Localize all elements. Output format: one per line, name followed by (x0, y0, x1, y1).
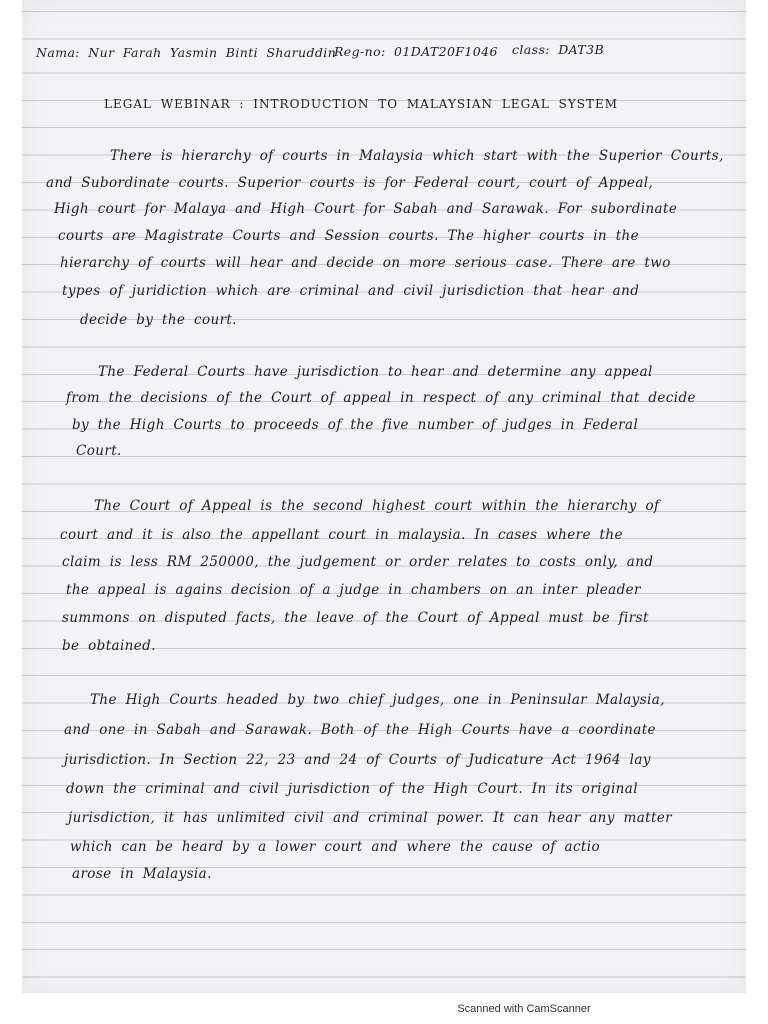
paragraph-line: by the High Courts to proceeds of the five number of judges in Federal (72, 417, 639, 433)
paragraph-line: and Subordinate courts. Superior courts is for Federal court, court of Appeal, (46, 175, 654, 191)
paragraph-line: the appeal is agains decision of a judge in chambers on an inter pleader (66, 582, 641, 598)
paragraph-line: down the criminal and civil jurisdiction of the High Court. In its original (66, 781, 638, 797)
paragraph-line: types of juridiction which are criminal and civil jurisdiction that hear and (62, 283, 640, 299)
paragraph-line: The Court of Appeal is the second highest court within the hierarchy of (94, 498, 660, 514)
paragraph-line: There is hierarchy of courts in Malaysia which start with the Superior Courts, (110, 148, 724, 164)
paragraph-line: jurisdiction. In Section 22, 23 and 24 of Courts of Judicature Act 1964 lay (64, 752, 651, 768)
paragraph-line: High court for Malaya and High Court for Sabah and Sarawak. For subordinate (54, 201, 678, 217)
document-title: LEGAL WEBINAR : INTRODUCTION TO MALAYSIAN LEGAL SYSTEM (104, 97, 619, 111)
paragraph-line: be obtained. (62, 638, 156, 654)
notebook-page (22, 0, 746, 993)
student-name: Nama: Nur Farah Yasmin Binti Sharuddin (36, 45, 337, 60)
registration-number: Reg-no: 01DAT20F1046 (334, 44, 498, 59)
paragraph-line: which can be heard by a lower court and where the cause of actio (70, 839, 600, 855)
paragraph-line: from the decisions of the Court of appeal in respect of any criminal that decide (66, 390, 696, 406)
paragraph-line: hierarchy of courts will hear and decide on more serious case. There are two (60, 255, 671, 271)
paragraph-line: courts are Magistrate Courts and Session courts. The higher courts in the (58, 228, 640, 244)
paragraph-line: court and it is also the appellant court in malaysia. In cases where the (60, 527, 623, 543)
paragraph-line: The Federal Courts have jurisdiction to hear and determine any appeal (98, 364, 653, 380)
paragraph-line: jurisdiction, it has unlimited civil and criminal power. It can hear any matter (68, 810, 673, 826)
paragraph-line: summons on disputed facts, the leave of the Court of Appeal must be first (62, 610, 649, 626)
paragraph-line: and one in Sabah and Sarawak. Both of the High Courts have a coordinate (64, 722, 656, 738)
paragraph-line: decide by the court. (80, 312, 237, 328)
paragraph-line: The High Courts headed by two chief judges, one in Peninsular Malaysia, (90, 692, 665, 708)
scanner-watermark: Scanned with CamScanner (457, 1003, 591, 1015)
paragraph-line: arose in Malaysia. (72, 866, 212, 882)
class-label: class: DAT3B (512, 42, 605, 57)
paragraph-line: claim is less RM 250000, the judgement or order relates to costs only, and (62, 554, 654, 570)
paragraph-line: Court. (76, 443, 122, 459)
